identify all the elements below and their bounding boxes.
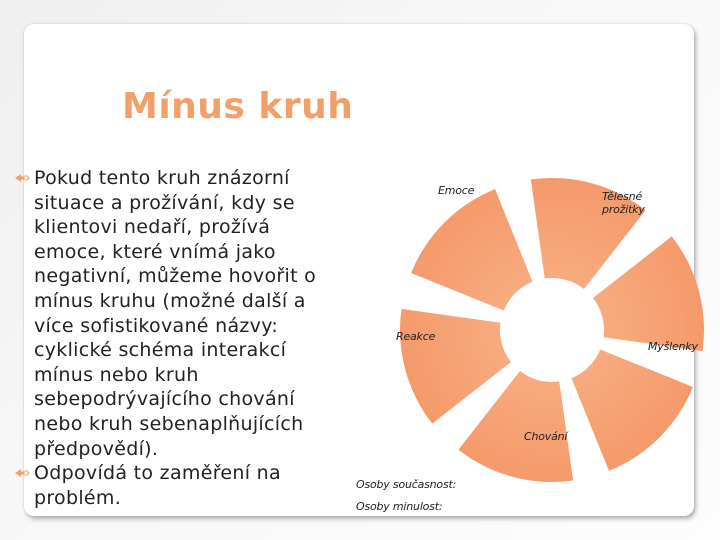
segment-myslenky — [571, 349, 692, 470]
bullet-icon — [14, 467, 30, 479]
label-emoce: Emoce — [438, 184, 475, 197]
bullet-list — [12, 166, 342, 510]
bullet-icon — [14, 172, 30, 184]
bullet-text: Pokud tento kruh znázorní situace a prožívání, kdy se klientovi nedaří, prožívá emoce, které vnímá jako negativní, můžeme hovořit o mínus kruhu (možné další a více sofistikované názvy: cyklické schéma interakcí mínus nebo kruh sebepodrývajícího chování nebo kruh sebenaplňujících předpovědí). — [34, 167, 317, 460]
label-chovani: Chování — [524, 430, 568, 443]
label-reakce: Reakce — [396, 330, 436, 343]
bullet-item — [12, 166, 342, 461]
segment-left — [411, 189, 532, 310]
bullet-item — [12, 461, 342, 510]
slide-title: Mínus kruh — [122, 86, 354, 127]
label-osoby-minulost: Osoby minulost: — [356, 500, 443, 513]
label-myslenky: Myšlenky — [648, 340, 698, 353]
bullet-text: Odpovídá to zaměření na problém. — [34, 462, 281, 509]
label-osoby-soucasnost: Osoby současnost: — [356, 478, 457, 491]
label-telesne-prozitky: Tělesné prožitky — [602, 190, 645, 216]
minus-circle-diagram — [340, 150, 710, 530]
